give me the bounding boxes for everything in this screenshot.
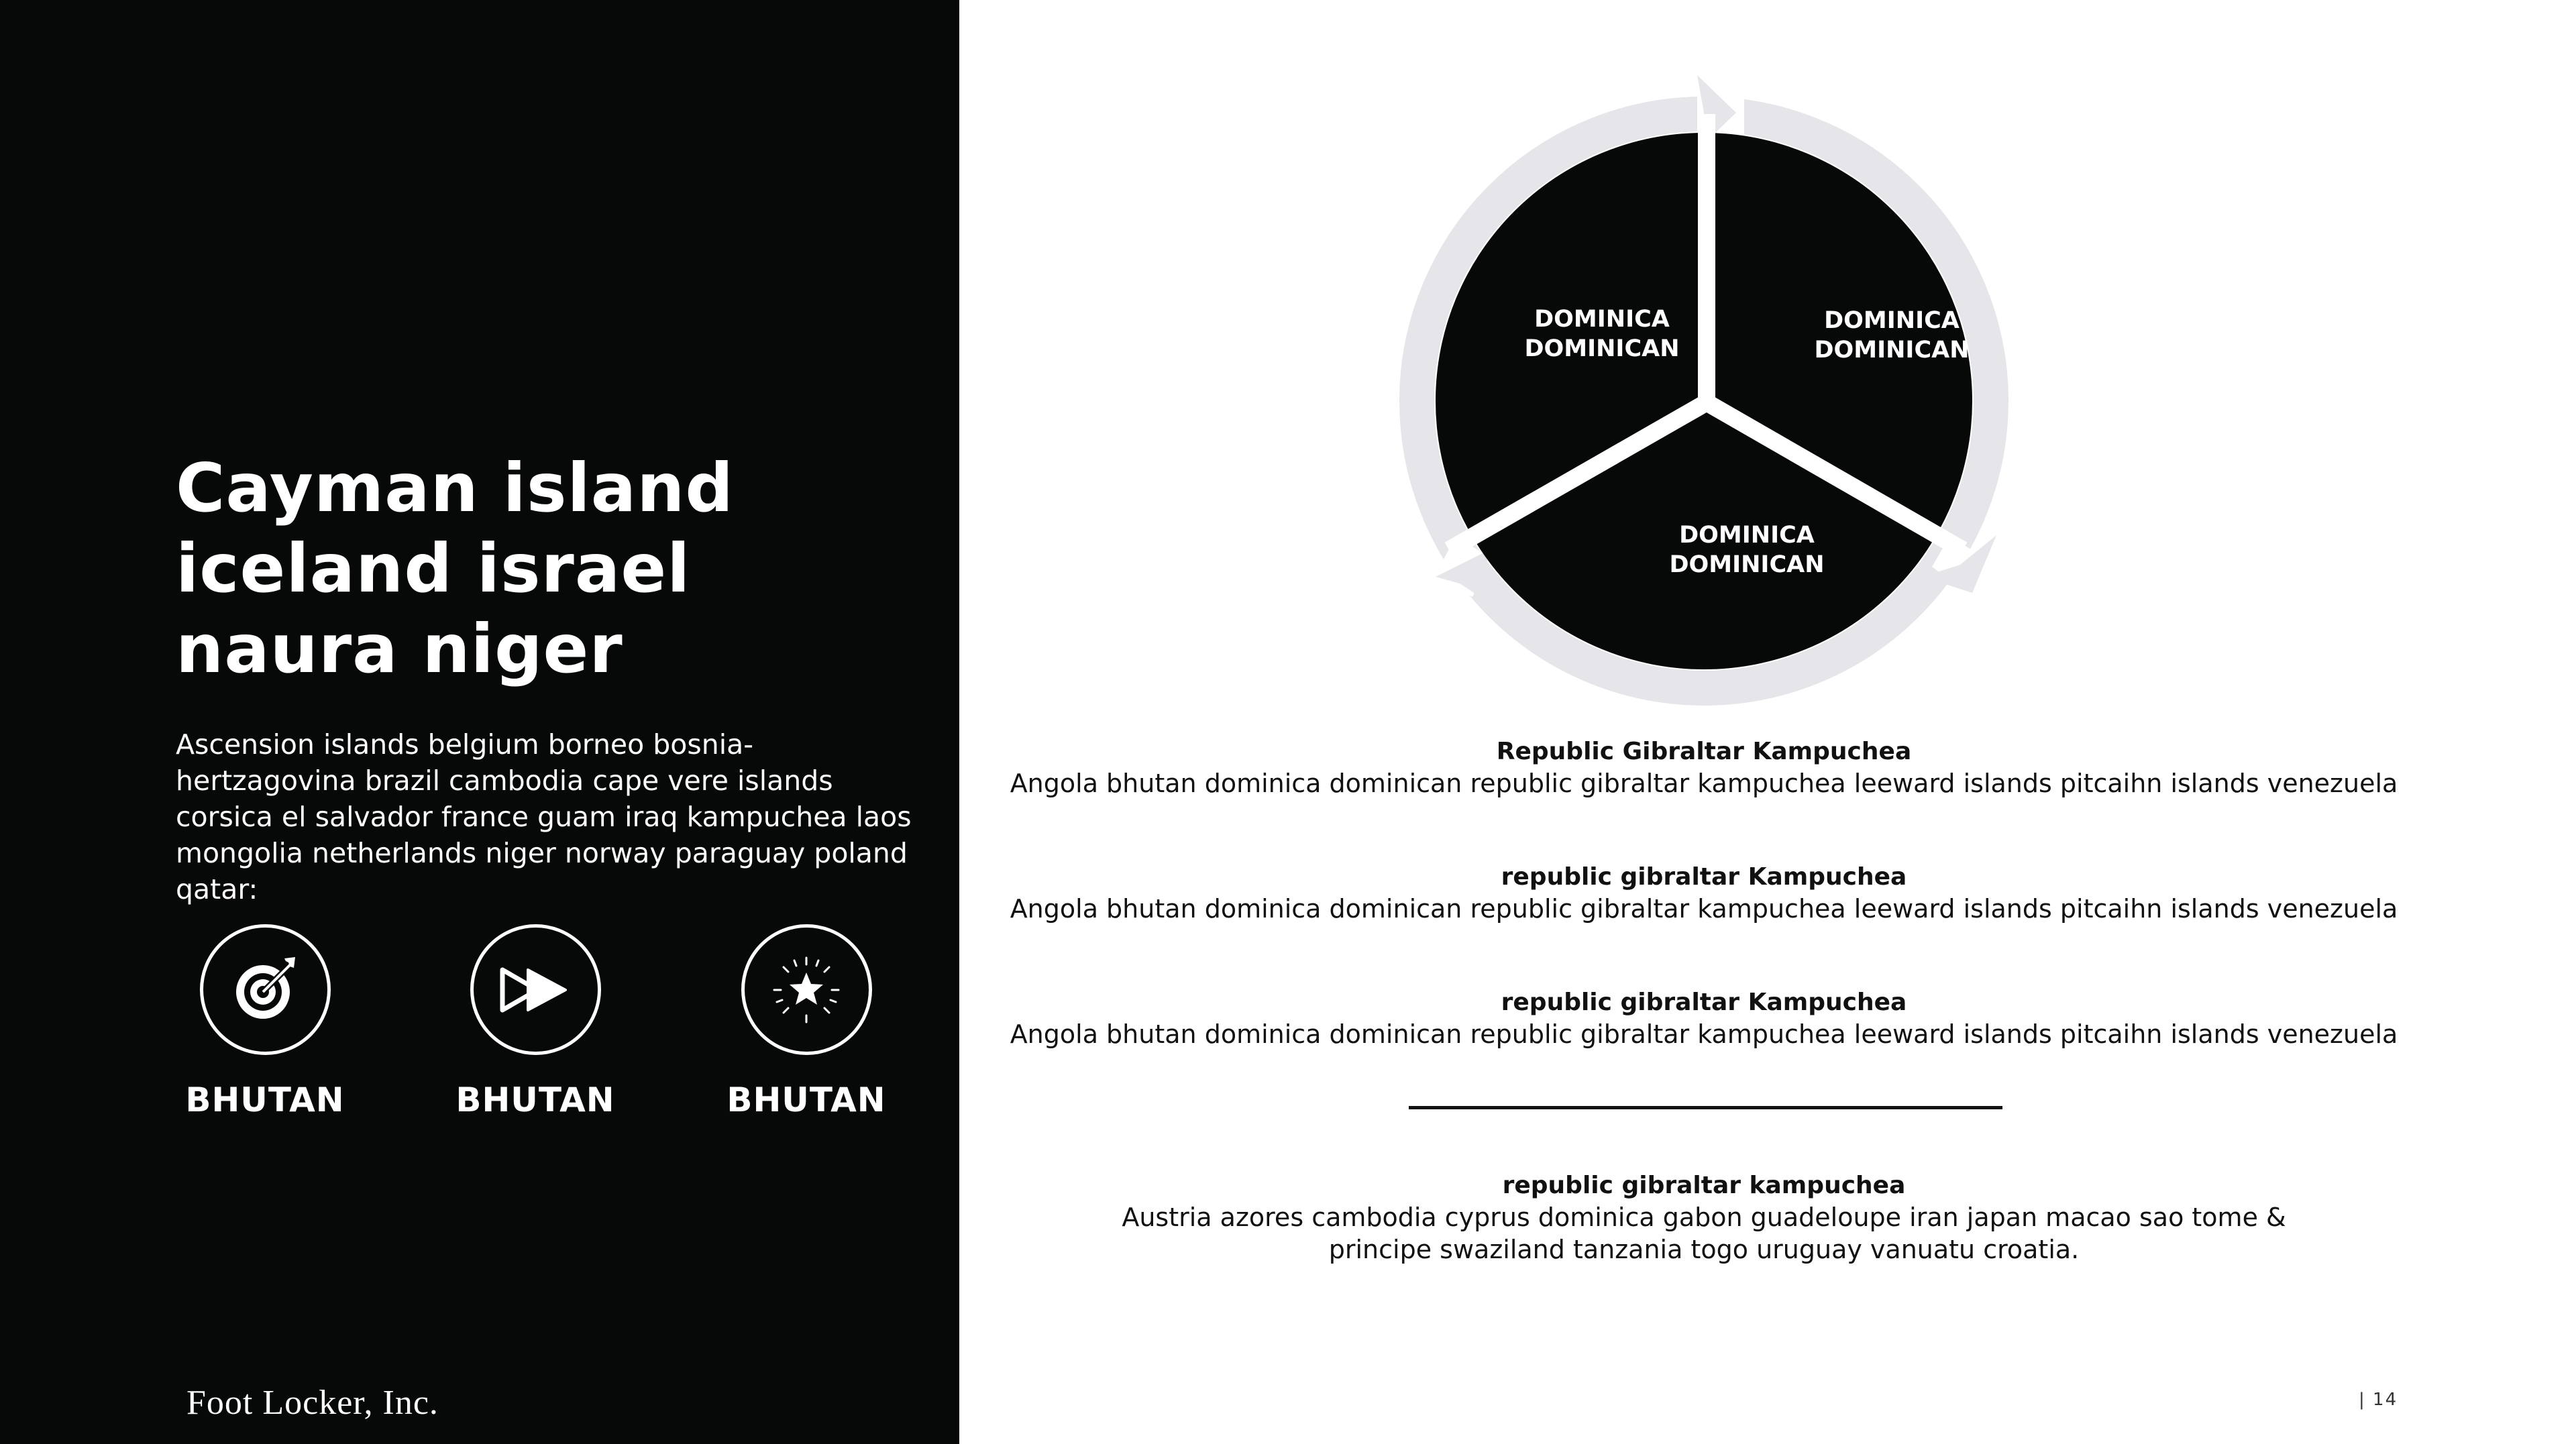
closing-title: republic gibraltar kampuchea	[1502, 1172, 1906, 1199]
feature-star-circle	[741, 924, 872, 1055]
segment-top-right	[1784, 306, 1999, 365]
section-2	[959, 862, 2449, 925]
section-1	[959, 736, 2449, 799]
headline	[176, 448, 914, 689]
feature-star-label: BHUTAN	[727, 1080, 886, 1119]
feature-forward-label: BHUTAN	[455, 1080, 615, 1119]
section-1-body: Angola bhutan dominica dominican republic gibraltar kampuchea leeward islands pitcaihn islands venezuela	[1010, 769, 2398, 798]
left-panel	[0, 0, 959, 1444]
headline-line-1: Cayman island	[176, 449, 734, 527]
section-divider	[1409, 1106, 2002, 1109]
segment-bottom	[1640, 520, 1854, 579]
section-3-body: Angola bhutan dominica dominican republic gibraltar kampuchea leeward islands pitcaihn islands venezuela	[1010, 1019, 2398, 1049]
target-icon	[228, 953, 302, 1027]
closing-section	[959, 1170, 2449, 1266]
segment-top-left	[1495, 304, 1709, 364]
headline-line-3: naura niger	[176, 610, 623, 688]
section-1-title: Republic Gibraltar Kampuchea	[1496, 738, 1912, 765]
feature-target	[144, 924, 386, 1119]
section-3-title: republic gibraltar Kampuchea	[1501, 989, 1907, 1016]
headline-line-2: iceland israel	[176, 529, 691, 608]
section-3	[959, 987, 2449, 1050]
cycle-diagram	[1382, 67, 2053, 724]
section-2-body: Angola bhutan dominica dominican republic gibraltar kampuchea leeward islands pitcaihn islands venezuela	[1010, 894, 2398, 924]
page-number: | 14	[2359, 1390, 2398, 1410]
segment-1-line-2: DOMINICAN	[1524, 335, 1680, 362]
feature-target-label: BHUTAN	[185, 1080, 345, 1119]
cycle-graphic	[1382, 67, 2053, 724]
feature-target-circle	[200, 924, 331, 1055]
segment-1-line-1: DOMINICA	[1534, 306, 1670, 333]
segment-3-line-2: DOMINICAN	[1669, 551, 1825, 578]
segment-2-line-2: DOMINICAN	[1814, 337, 1970, 364]
segment-2-line-1: DOMINICA	[1824, 307, 1960, 334]
section-2-title: republic gibraltar Kampuchea	[1501, 863, 1907, 891]
intro-text: Ascension islands belgium borneo bosnia-hertzagovina brazil cambodia cape vere islands corsica el salvador france guam iraq kampuchea laos mongolia netherlands niger norway paraguay poland qatar:	[176, 728, 912, 905]
feature-forward-circle	[470, 924, 601, 1055]
fast-forward-icon	[498, 963, 572, 1017]
feature-forward	[415, 924, 656, 1119]
segment-3-line-1: DOMINICA	[1679, 522, 1815, 549]
closing-body: Austria azores cambodia cyprus dominica gabon guadeloupe iran japan macao sao tome & principe swaziland tanzania togo uruguay vanuatu croatia.	[1122, 1203, 2286, 1264]
company-logo: Foot Locker, Inc.	[186, 1384, 439, 1422]
star-burst-icon	[766, 950, 847, 1030]
feature-star	[686, 924, 927, 1119]
